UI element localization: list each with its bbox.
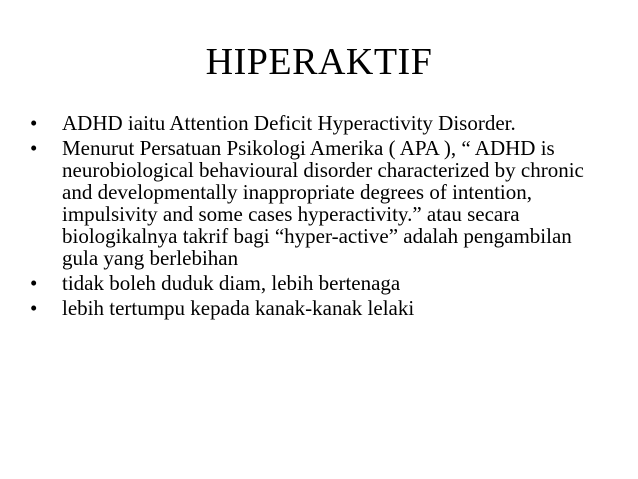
bullet-dot-icon: • [30,296,38,320]
bullet-text: lebih tertumpu kepada kanak-kanak lelaki [62,296,415,320]
slide-title: HIPERAKTIF [205,41,433,83]
bullet-item [30,272,590,294]
bullet-text: Menurut Persatuan Psikologi Amerika ( APA ), “ ADHD is neurobiological behavioural disorder characterized by chronic and developmentally inappropriate degrees of intention, impulsivity and some cases hyperactivity.” atau secara biologikalnya takrif bagi “hyper-active” adalah pengambilan gula yang berlebihan [62,136,584,270]
bullet-item [30,297,590,319]
bullet-item [30,112,590,134]
bullet-text: tidak boleh duduk diam, lebih bertenaga [62,271,401,295]
bullet-text: ADHD iaitu Attention Deficit Hyperactivity Disorder. [62,111,516,135]
bullet-dot-icon: • [30,136,38,160]
bullet-dot-icon: • [30,271,38,295]
bullet-dot-icon: • [30,111,38,135]
bullet-item [30,137,590,269]
bullet-list [30,112,590,322]
